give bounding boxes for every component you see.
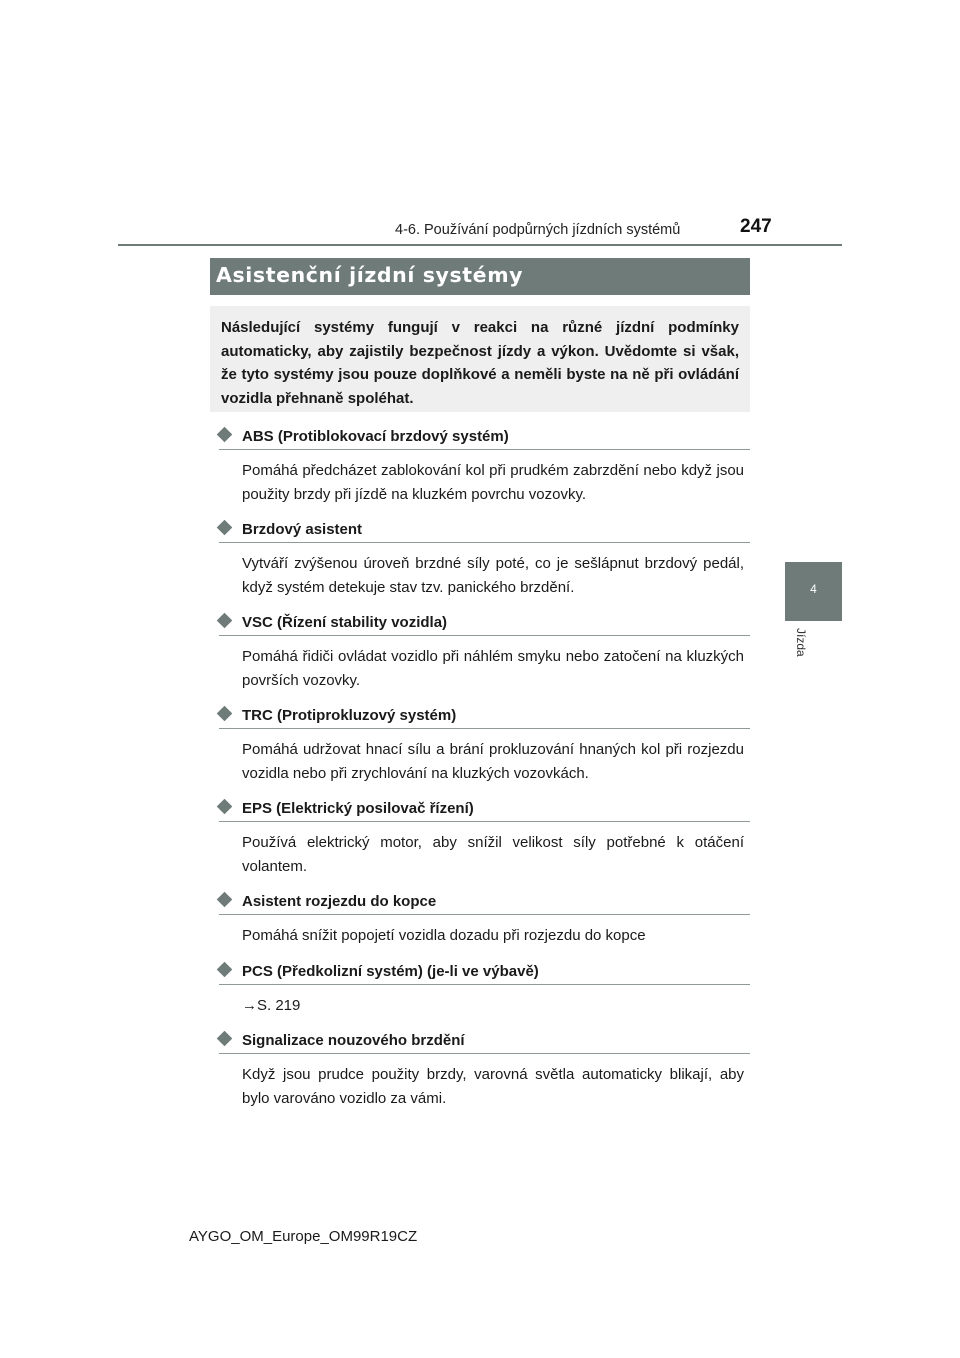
feature-item: [219, 425, 750, 506]
document-code: AYGO_OM_Europe_OM99R19CZ: [189, 1228, 418, 1245]
feature-heading: [219, 611, 750, 636]
intro-text: Následující systémy fungují v reakci na různé jízdní podmínky automaticky, aby zajistily bezpečnost jízdy a výkon. Uvědomte si však, že tyto systémy jsou pouze doplňkové a neměli byste na ně při ovládání vozidla přehnaně spoléhat.: [221, 319, 739, 407]
feature-heading: [219, 704, 750, 729]
feature-item: [219, 1029, 750, 1110]
feature-list: [219, 425, 750, 1110]
diamond-bullet-icon: [217, 961, 233, 977]
feature-title: TRC (Protiprokluzový systém): [242, 707, 457, 724]
diamond-bullet-icon: [217, 520, 233, 536]
header-divider: [118, 244, 842, 246]
feature-heading: [219, 890, 750, 915]
section-title-bar: [210, 258, 750, 295]
feature-description: Pomáhá udržovat hnací sílu a brání prokluzování hnaných kol při rozjezdu vozidla nebo při zrychlování na kluzkých vozovkách.: [242, 741, 744, 782]
feature-title: Brzdový asistent: [242, 521, 363, 538]
intro-box: [210, 306, 750, 412]
page-number: 247: [740, 216, 772, 237]
feature-title: VSC (Řízení stability vozidla): [242, 614, 448, 631]
feature-description: Pomáhá řidiči ovládat vozidlo při náhlém smyku nebo zatočení na kluzkých površích vozovky.: [242, 648, 744, 689]
feature-heading: [219, 425, 750, 450]
diamond-bullet-icon: [217, 1031, 233, 1047]
chapter-tab: [785, 562, 842, 621]
feature-description: Vytváří zvýšenou úroveň brzdné síly poté, co je sešlápnut brzdový pedál, když systém detekuje stav tzv. panického brzdění.: [242, 555, 744, 596]
feature-title: PCS (Předkolizní systém) (je-li ve výbavě): [242, 962, 539, 980]
chapter-tab-number: 4: [810, 582, 817, 596]
feature-item: [219, 704, 750, 785]
feature-item: [219, 611, 750, 692]
page-reference-link[interactable]: →S. 219: [242, 996, 301, 1014]
feature-heading: [219, 797, 750, 822]
diamond-bullet-icon: [217, 613, 233, 629]
feature-title: EPS (Elektrický posilovač řízení): [242, 800, 474, 817]
feature-title: Asistent rozjezdu do kopce: [242, 893, 437, 910]
feature-heading: [219, 960, 750, 985]
feature-description: Pomáhá snížit popojetí vozidla dozadu při rozjezdu do kopce: [242, 927, 646, 944]
feature-title: ABS (Protiblokovací brzdový systém): [242, 428, 509, 445]
feature-item: [219, 960, 750, 1018]
feature-item: [219, 518, 750, 599]
feature-item: [219, 797, 750, 878]
feature-heading: [219, 518, 750, 543]
diamond-bullet-icon: [217, 892, 233, 908]
section-title: Asistenční jízdní systémy: [216, 263, 524, 287]
feature-title: Signalizace nouzového brzdění: [242, 1032, 465, 1049]
header-section-title: 4-6. Používání podpůrných jízdních systémů: [395, 222, 681, 238]
diamond-bullet-icon: [217, 427, 233, 443]
chapter-tab-label: Jízda: [794, 628, 808, 657]
feature-description: Pomáhá předcházet zablokování kol při prudkém zabrzdění nebo když jsou použity brzdy při jízdě na kluzkém povrchu vozovky.: [242, 462, 744, 503]
feature-description: Když jsou prudce použity brzdy, varovná světla automaticky blikají, aby bylo varováno vozidlo za vámi.: [242, 1066, 744, 1107]
feature-heading: [219, 1029, 750, 1054]
feature-description: Používá elektrický motor, aby snížil velikost síly potřebné k otáčení volantem.: [242, 834, 744, 875]
feature-item: [219, 890, 750, 948]
diamond-bullet-icon: [217, 799, 233, 815]
diamond-bullet-icon: [217, 706, 233, 722]
